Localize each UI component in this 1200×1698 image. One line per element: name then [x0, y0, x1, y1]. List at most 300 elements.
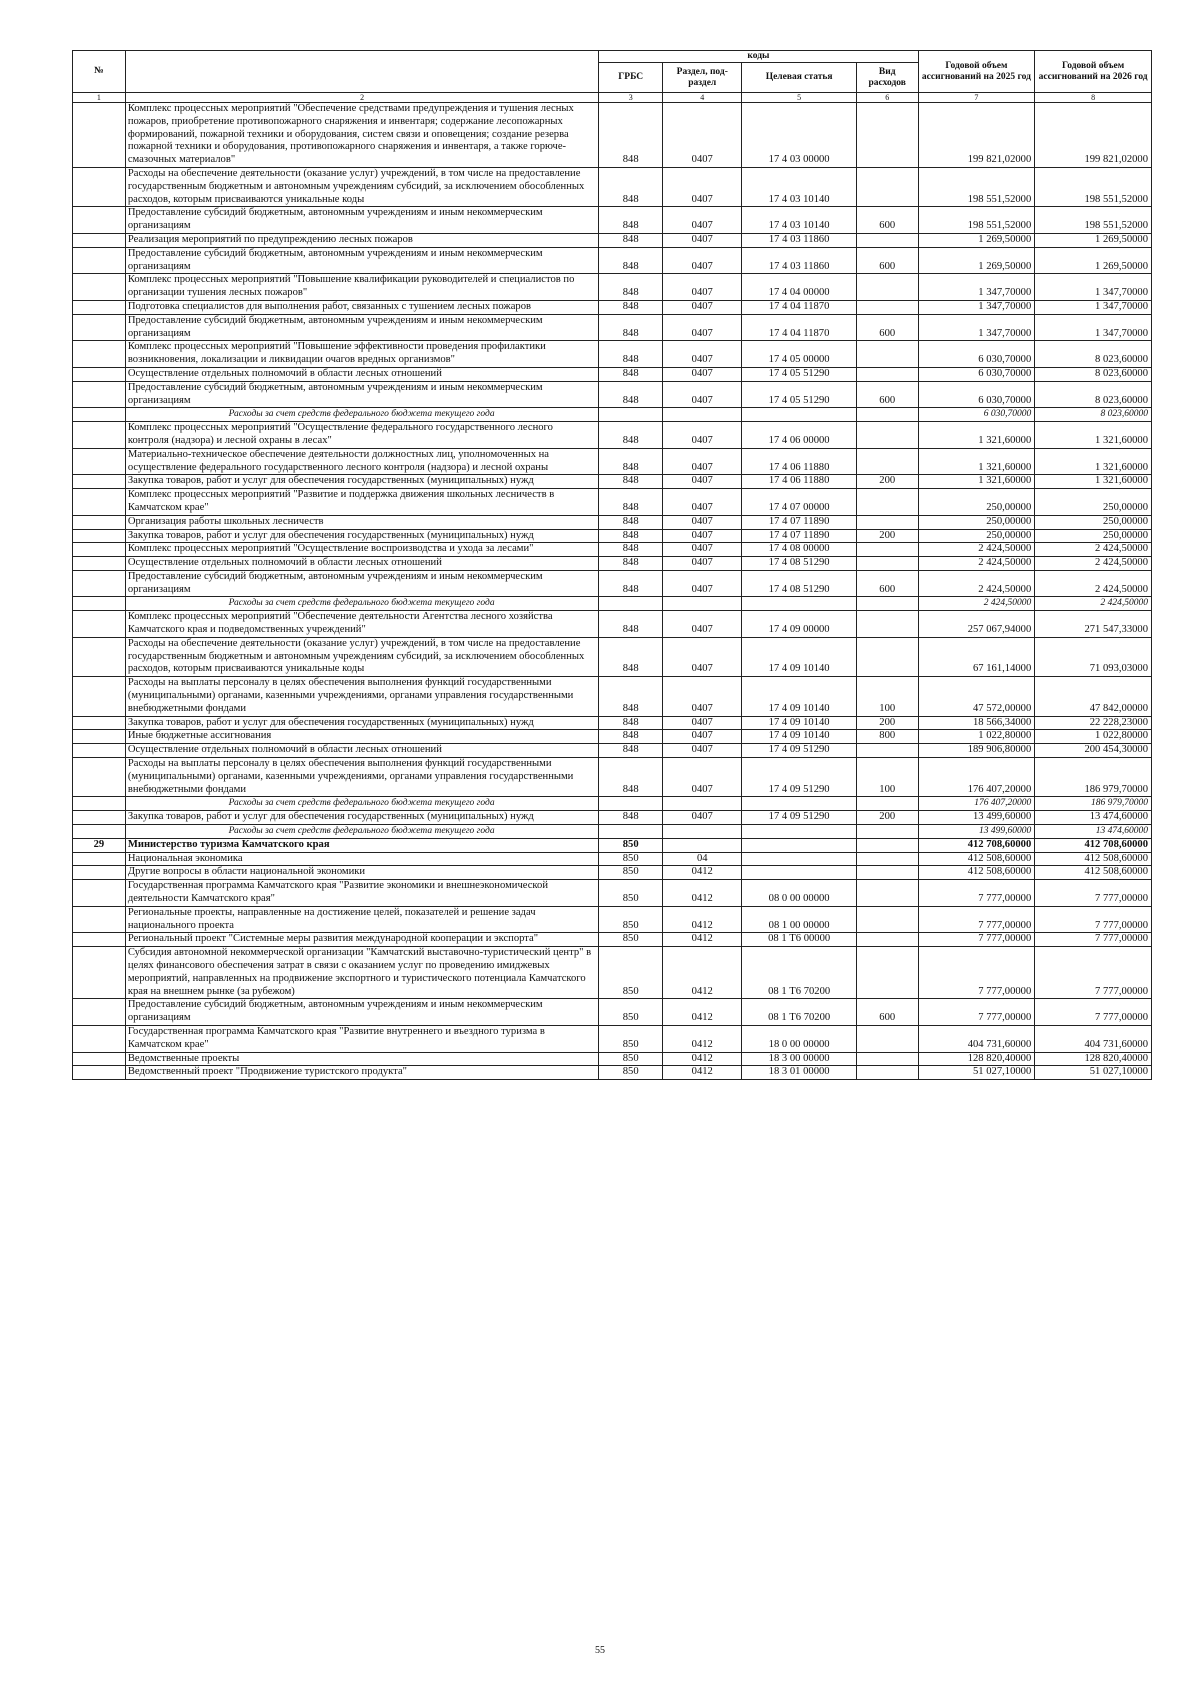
row-name: Закупка товаров, работ и услуг для обеспечения государственных (муниципальных) нужд: [125, 475, 598, 489]
col-2026-header: Годовой объем ассигнований на 2026 год: [1035, 51, 1152, 93]
row-name: Государственная программа Камчатского края "Развитие внутреннего и въездного туризма в Камчатском крае": [125, 1025, 598, 1052]
row-amount-2026: 8 023,60000: [1035, 367, 1152, 381]
row-grbs: 848: [599, 744, 663, 758]
row-name: Субсидия автономной некоммерческой организации "Камчатский выставочно-туристический центр" в целях финансового обеспечения затрат в связи с оказанием услуг по проведению имиджевых мероприятий, направленных на продвижение экспортного и туристического потенциала Камчатского края на внешнем рынке (за рубежом): [125, 947, 598, 999]
row-name: Комплекс процессных мероприятий "Осуществление федерального государственного лесного контроля (надзора) и лесной охраны в лесах": [125, 422, 598, 449]
row-grbs: 850: [599, 1066, 663, 1080]
row-amount-2025: 250,00000: [918, 529, 1035, 543]
row-target-article: 17 4 09 51290: [742, 758, 857, 797]
row-amount-2026: 71 093,03000: [1035, 637, 1152, 676]
row-target-article: 17 4 08 51290: [742, 570, 857, 597]
row-amount-2025: 2 424,50000: [918, 570, 1035, 597]
table-row: [73, 367, 1152, 381]
row-number: [73, 1052, 126, 1066]
row-amount-2026: 1 347,70000: [1035, 274, 1152, 301]
row-expense-type: [856, 1052, 918, 1066]
row-grbs: 850: [599, 866, 663, 880]
row-amount-2026: 1 321,60000: [1035, 448, 1152, 475]
row-target-article: 18 3 00 00000: [742, 1052, 857, 1066]
row-razdel: 0407: [663, 716, 742, 730]
row-number: [73, 422, 126, 449]
row-target-article: 17 4 04 11870: [742, 300, 857, 314]
row-amount-2025: 198 551,52000: [918, 167, 1035, 206]
budget-table: [72, 50, 1152, 1080]
row-number: [73, 570, 126, 597]
table-row: [73, 570, 1152, 597]
row-razdel: 0407: [663, 677, 742, 716]
row-amount-2025: 67 161,14000: [918, 637, 1035, 676]
row-razdel: 0407: [663, 570, 742, 597]
row-target-article: [742, 825, 857, 839]
row-target-article: 17 4 09 10140: [742, 637, 857, 676]
row-amount-2026: 7 777,00000: [1035, 880, 1152, 907]
row-target-article: 17 4 07 00000: [742, 489, 857, 516]
row-amount-2026: 51 027,10000: [1035, 1066, 1152, 1080]
table-row: [73, 1025, 1152, 1052]
row-amount-2026: 128 820,40000: [1035, 1052, 1152, 1066]
row-expense-type: [856, 341, 918, 368]
row-name: Организация работы школьных лесничеств: [125, 515, 598, 529]
row-razdel: 0407: [663, 475, 742, 489]
row-name: Предоставление субсидий бюджетным, автономным учреждениям и иным некоммерческим организациям: [125, 247, 598, 274]
row-amount-2025: 7 777,00000: [918, 947, 1035, 999]
row-amount-2026: 22 228,23000: [1035, 716, 1152, 730]
row-number: [73, 597, 126, 611]
row-amount-2026: 412 708,60000: [1035, 838, 1152, 852]
table-row: [73, 515, 1152, 529]
row-number: [73, 515, 126, 529]
col-no-header: №: [73, 51, 126, 93]
table-row: [73, 947, 1152, 999]
row-number: [73, 730, 126, 744]
row-target-article: [742, 408, 857, 422]
row-razdel: 0407: [663, 367, 742, 381]
table-row: [73, 852, 1152, 866]
row-target-article: 17 4 09 00000: [742, 611, 857, 638]
row-amount-2025: 7 777,00000: [918, 880, 1035, 907]
table-row: [73, 381, 1152, 408]
row-grbs: 848: [599, 207, 663, 234]
row-razdel: [663, 825, 742, 839]
row-expense-type: 600: [856, 207, 918, 234]
row-grbs: 848: [599, 341, 663, 368]
row-expense-type: [856, 597, 918, 611]
row-name: Комплекс процессных мероприятий "Повышение эффективности проведения профилактики возникновения, локализации и ликвидации очагов вредных организмов": [125, 341, 598, 368]
row-razdel: 0407: [663, 207, 742, 234]
row-grbs: 848: [599, 489, 663, 516]
row-razdel: [663, 597, 742, 611]
row-name: Расходы на обеспечение деятельности (оказание услуг) учреждений, в том числе на предоставление государственным бюджетным и автономным учреждениям субсидий, за исключением обособленных расходов, которым присваиваются уникальные коды: [125, 167, 598, 206]
row-grbs: 848: [599, 233, 663, 247]
row-grbs: 848: [599, 557, 663, 571]
row-amount-2026: 7 777,00000: [1035, 933, 1152, 947]
table-row: [73, 341, 1152, 368]
table-row: [73, 274, 1152, 301]
row-amount-2025: 1 269,50000: [918, 247, 1035, 274]
row-amount-2025: 1 347,70000: [918, 274, 1035, 301]
row-razdel: 0407: [663, 233, 742, 247]
row-razdel: 0407: [663, 247, 742, 274]
row-number: [73, 341, 126, 368]
row-target-article: 17 4 03 00000: [742, 103, 857, 168]
table-row: [73, 611, 1152, 638]
row-expense-type: [856, 167, 918, 206]
row-expense-type: [856, 515, 918, 529]
row-amount-2025: 412 708,60000: [918, 838, 1035, 852]
row-amount-2025: 51 027,10000: [918, 1066, 1035, 1080]
row-grbs: 848: [599, 381, 663, 408]
row-target-article: 17 4 06 11880: [742, 475, 857, 489]
row-grbs: 848: [599, 300, 663, 314]
row-number: [73, 207, 126, 234]
table-row: [73, 1066, 1152, 1080]
row-grbs: 850: [599, 906, 663, 933]
table-row: [73, 933, 1152, 947]
row-number: [73, 489, 126, 516]
row-grbs: 848: [599, 167, 663, 206]
row-amount-2025: 412 508,60000: [918, 866, 1035, 880]
row-name: Региональные проекты, направленные на достижение целей, показателей и решение задач национального проекта: [125, 906, 598, 933]
row-grbs: [599, 797, 663, 811]
row-expense-type: [856, 744, 918, 758]
row-razdel: 0407: [663, 314, 742, 341]
table-row: [73, 999, 1152, 1026]
row-amount-2025: 128 820,40000: [918, 1052, 1035, 1066]
row-razdel: 0407: [663, 811, 742, 825]
row-amount-2025: 13 499,60000: [918, 811, 1035, 825]
table-row: [73, 838, 1152, 852]
row-grbs: 848: [599, 570, 663, 597]
row-amount-2026: 404 731,60000: [1035, 1025, 1152, 1052]
row-target-article: [742, 797, 857, 811]
row-name: Комплекс процессных мероприятий "Развитие и поддержка движения школьных лесничеств в Камчатском крае": [125, 489, 598, 516]
row-expense-type: [856, 880, 918, 907]
row-expense-type: 200: [856, 811, 918, 825]
row-name: Национальная экономика: [125, 852, 598, 866]
row-amount-2025: 176 407,20000: [918, 797, 1035, 811]
row-expense-type: [856, 797, 918, 811]
row-amount-2026: 186 979,70000: [1035, 797, 1152, 811]
row-grbs: 850: [599, 880, 663, 907]
row-amount-2026: 199 821,02000: [1035, 103, 1152, 168]
row-name: Комплекс процессных мероприятий "Обеспечение средствами предупреждения и тушения лесных пожаров, приобретение противопожарного снаряжения и инвентаря; содержание лесопожарных формирований, пожарной техники и оборудования, систем связи и оповещения; создание резерва пожарной техники и оборудования, противопожарного снаряжения и инвентаря, а также горюче-смазочных материалов": [125, 103, 598, 168]
row-target-article: 17 4 03 10140: [742, 207, 857, 234]
colnum: 3: [599, 93, 663, 103]
row-number: [73, 543, 126, 557]
row-amount-2025: 7 777,00000: [918, 933, 1035, 947]
row-razdel: 0407: [663, 529, 742, 543]
row-name: Предоставление субсидий бюджетным, автономным учреждениям и иным некоммерческим организациям: [125, 207, 598, 234]
row-expense-type: [856, 637, 918, 676]
row-target-article: 17 4 03 11860: [742, 247, 857, 274]
row-name: Иные бюджетные ассигнования: [125, 730, 598, 744]
row-number: [73, 852, 126, 866]
row-amount-2025: 1 347,70000: [918, 300, 1035, 314]
row-name: Расходы за счет средств федерального бюджета текущего года: [125, 597, 598, 611]
table-row: [73, 677, 1152, 716]
row-amount-2025: 257 067,94000: [918, 611, 1035, 638]
row-razdel: 0407: [663, 637, 742, 676]
row-target-article: 17 4 04 00000: [742, 274, 857, 301]
row-grbs: 848: [599, 247, 663, 274]
row-razdel: [663, 838, 742, 852]
table-row: [73, 557, 1152, 571]
table-row: [73, 233, 1152, 247]
row-expense-type: 600: [856, 570, 918, 597]
row-expense-type: 800: [856, 730, 918, 744]
table-body: [73, 103, 1152, 1080]
row-target-article: 17 4 09 10140: [742, 730, 857, 744]
row-grbs: 848: [599, 422, 663, 449]
row-name: Закупка товаров, работ и услуг для обеспечения государственных (муниципальных) нужд: [125, 529, 598, 543]
row-number: [73, 448, 126, 475]
row-number: [73, 381, 126, 408]
row-expense-type: 600: [856, 381, 918, 408]
row-target-article: 17 4 06 11880: [742, 448, 857, 475]
row-number: 29: [73, 838, 126, 852]
row-amount-2025: 1 321,60000: [918, 422, 1035, 449]
row-expense-type: 100: [856, 677, 918, 716]
row-target-article: 08 1 Т6 70200: [742, 999, 857, 1026]
row-target-article: [742, 838, 857, 852]
row-razdel: 0412: [663, 947, 742, 999]
row-expense-type: [856, 906, 918, 933]
row-number: [73, 811, 126, 825]
row-target-article: 17 4 06 00000: [742, 422, 857, 449]
row-number: [73, 167, 126, 206]
row-grbs: 848: [599, 515, 663, 529]
row-expense-type: [856, 448, 918, 475]
row-amount-2026: 1 347,70000: [1035, 300, 1152, 314]
row-target-article: 08 1 Т6 00000: [742, 933, 857, 947]
row-expense-type: 100: [856, 758, 918, 797]
row-razdel: 0407: [663, 758, 742, 797]
row-amount-2026: 7 777,00000: [1035, 947, 1152, 999]
row-expense-type: 200: [856, 475, 918, 489]
col-grbs-header: ГРБС: [599, 63, 663, 93]
row-grbs: 848: [599, 543, 663, 557]
row-name: Расходы на обеспечение деятельности (оказание услуг) учреждений, в том числе на предоставление государственным бюджетным и автономным учреждениям субсидий, за исключением обособленных расходов, которым присваиваются уникальные коды: [125, 637, 598, 676]
row-grbs: 848: [599, 811, 663, 825]
table-row: [73, 314, 1152, 341]
row-amount-2025: 1 347,70000: [918, 314, 1035, 341]
row-grbs: 850: [599, 1025, 663, 1052]
row-expense-type: [856, 825, 918, 839]
row-amount-2026: 250,00000: [1035, 515, 1152, 529]
row-target-article: 17 4 09 51290: [742, 811, 857, 825]
row-amount-2026: 198 551,52000: [1035, 207, 1152, 234]
row-razdel: 0412: [663, 906, 742, 933]
row-amount-2025: 250,00000: [918, 515, 1035, 529]
table-row: [73, 489, 1152, 516]
row-name: Расходы за счет средств федерального бюджета текущего года: [125, 825, 598, 839]
row-amount-2025: 6 030,70000: [918, 381, 1035, 408]
row-amount-2026: 1 022,80000: [1035, 730, 1152, 744]
row-target-article: [742, 852, 857, 866]
row-razdel: 0407: [663, 489, 742, 516]
row-name: Материально-техническое обеспечение деятельности должностных лиц, уполномоченных на осуществление федерального государственного лесного контроля (надзора) и лесной охраны: [125, 448, 598, 475]
row-target-article: 17 4 05 00000: [742, 341, 857, 368]
row-name: Предоставление субсидий бюджетным, автономным учреждениям и иным некоммерческим организациям: [125, 381, 598, 408]
row-amount-2025: 47 572,00000: [918, 677, 1035, 716]
row-razdel: [663, 797, 742, 811]
row-target-article: 08 0 00 00000: [742, 880, 857, 907]
row-razdel: 0407: [663, 274, 742, 301]
row-expense-type: [856, 422, 918, 449]
row-amount-2026: 2 424,50000: [1035, 543, 1152, 557]
row-name: Министерство туризма Камчатского края: [125, 838, 598, 852]
table-row: [73, 529, 1152, 543]
row-amount-2026: 200 454,30000: [1035, 744, 1152, 758]
federal-funds-row: [73, 797, 1152, 811]
table-row: [73, 103, 1152, 168]
row-amount-2026: 250,00000: [1035, 489, 1152, 516]
row-amount-2025: 7 777,00000: [918, 906, 1035, 933]
row-amount-2026: 186 979,70000: [1035, 758, 1152, 797]
row-name: Подготовка специалистов для выполнения работ, связанных с тушением лесных пожаров: [125, 300, 598, 314]
table-row: [73, 758, 1152, 797]
row-razdel: 0412: [663, 933, 742, 947]
col-vr-header: Вид расходов: [856, 63, 918, 93]
row-grbs: 848: [599, 367, 663, 381]
row-expense-type: [856, 947, 918, 999]
row-razdel: 0407: [663, 543, 742, 557]
row-name: Осуществление отдельных полномочий в области лесных отношений: [125, 744, 598, 758]
row-amount-2026: 1 347,70000: [1035, 314, 1152, 341]
codes-header: коды: [599, 51, 918, 63]
row-grbs: 850: [599, 933, 663, 947]
row-amount-2026: 7 777,00000: [1035, 999, 1152, 1026]
row-number: [73, 999, 126, 1026]
row-target-article: 17 4 09 10140: [742, 716, 857, 730]
row-amount-2026: 1 269,50000: [1035, 247, 1152, 274]
row-amount-2025: 250,00000: [918, 489, 1035, 516]
row-name: Комплекс процессных мероприятий "Обеспечение деятельности Агентства лесного хозяйства Камчатского края и подведомственных учреждений": [125, 611, 598, 638]
row-expense-type: [856, 1066, 918, 1080]
table-row: [73, 730, 1152, 744]
table-row: [73, 880, 1152, 907]
row-amount-2026: 8 023,60000: [1035, 381, 1152, 408]
row-name: Закупка товаров, работ и услуг для обеспечения государственных (муниципальных) нужд: [125, 716, 598, 730]
row-expense-type: [856, 1025, 918, 1052]
row-name: Реализация мероприятий по предупреждению лесных пожаров: [125, 233, 598, 247]
colnum: 2: [125, 93, 598, 103]
row-grbs: [599, 825, 663, 839]
row-grbs: 848: [599, 611, 663, 638]
table-row: [73, 167, 1152, 206]
row-razdel: 0412: [663, 999, 742, 1026]
row-expense-type: [856, 866, 918, 880]
table-row: [73, 716, 1152, 730]
colnum: 5: [742, 93, 857, 103]
row-grbs: 848: [599, 637, 663, 676]
row-target-article: 17 4 07 11890: [742, 529, 857, 543]
col-razdel-header: Раздел, под-раздел: [663, 63, 742, 93]
row-name: Закупка товаров, работ и услуг для обеспечения государственных (муниципальных) нужд: [125, 811, 598, 825]
row-target-article: 17 4 08 51290: [742, 557, 857, 571]
row-grbs: 848: [599, 677, 663, 716]
federal-funds-row: [73, 597, 1152, 611]
row-number: [73, 677, 126, 716]
row-target-article: 17 4 08 00000: [742, 543, 857, 557]
table-row: [73, 422, 1152, 449]
row-razdel: [663, 408, 742, 422]
row-razdel: 0407: [663, 422, 742, 449]
table-row: [73, 543, 1152, 557]
table-row: [73, 300, 1152, 314]
row-amount-2026: 1 321,60000: [1035, 475, 1152, 489]
row-amount-2026: 8 023,60000: [1035, 408, 1152, 422]
row-target-article: 08 1 00 00000: [742, 906, 857, 933]
row-amount-2026: 47 842,00000: [1035, 677, 1152, 716]
row-amount-2025: 18 566,34000: [918, 716, 1035, 730]
row-name: Расходы за счет средств федерального бюджета текущего года: [125, 408, 598, 422]
row-grbs: 848: [599, 716, 663, 730]
row-razdel: 0412: [663, 880, 742, 907]
row-expense-type: [856, 408, 918, 422]
row-target-article: 17 4 04 11870: [742, 314, 857, 341]
row-grbs: 848: [599, 274, 663, 301]
row-number: [73, 529, 126, 543]
row-expense-type: [856, 489, 918, 516]
row-name: Комплекс процессных мероприятий "Повышение квалификации руководителей и специалистов по организации тушения лесных пожаров": [125, 274, 598, 301]
row-razdel: 0407: [663, 448, 742, 475]
row-number: [73, 797, 126, 811]
row-number: [73, 103, 126, 168]
row-amount-2025: 1 022,80000: [918, 730, 1035, 744]
row-number: [73, 880, 126, 907]
table-row: [73, 811, 1152, 825]
row-name: Ведомственный проект "Продвижение туристского продукта": [125, 1066, 598, 1080]
row-amount-2025: 198 551,52000: [918, 207, 1035, 234]
row-amount-2025: 6 030,70000: [918, 341, 1035, 368]
budget-table-sheet: [72, 50, 1152, 1080]
row-razdel: 0412: [663, 1025, 742, 1052]
row-grbs: 848: [599, 314, 663, 341]
row-number: [73, 274, 126, 301]
table-row: [73, 207, 1152, 234]
row-amount-2026: 412 508,60000: [1035, 866, 1152, 880]
row-amount-2026: 2 424,50000: [1035, 597, 1152, 611]
row-number: [73, 744, 126, 758]
row-number: [73, 947, 126, 999]
row-razdel: 0407: [663, 103, 742, 168]
colnum: 7: [918, 93, 1035, 103]
row-target-article: 08 1 Т6 70200: [742, 947, 857, 999]
row-amount-2026: 8 023,60000: [1035, 341, 1152, 368]
row-amount-2025: 189 906,80000: [918, 744, 1035, 758]
row-target-article: 17 4 07 11890: [742, 515, 857, 529]
table-row: [73, 744, 1152, 758]
row-grbs: 848: [599, 529, 663, 543]
row-name: Комплекс процессных мероприятий "Осуществление воспроизводства и ухода за лесами": [125, 543, 598, 557]
row-target-article: [742, 597, 857, 611]
table-row: [73, 475, 1152, 489]
row-amount-2025: 2 424,50000: [918, 543, 1035, 557]
table-row: [73, 247, 1152, 274]
row-amount-2025: 1 269,50000: [918, 233, 1035, 247]
page-number: 55: [595, 1645, 605, 1656]
row-expense-type: 600: [856, 999, 918, 1026]
row-razdel: 0407: [663, 611, 742, 638]
row-grbs: 850: [599, 999, 663, 1026]
row-razdel: 0407: [663, 744, 742, 758]
row-number: [73, 825, 126, 839]
row-number: [73, 637, 126, 676]
row-name: Предоставление субсидий бюджетным, автономным учреждениям и иным некоммерческим организациям: [125, 314, 598, 341]
colnum: 8: [1035, 93, 1152, 103]
row-amount-2026: 271 547,33000: [1035, 611, 1152, 638]
